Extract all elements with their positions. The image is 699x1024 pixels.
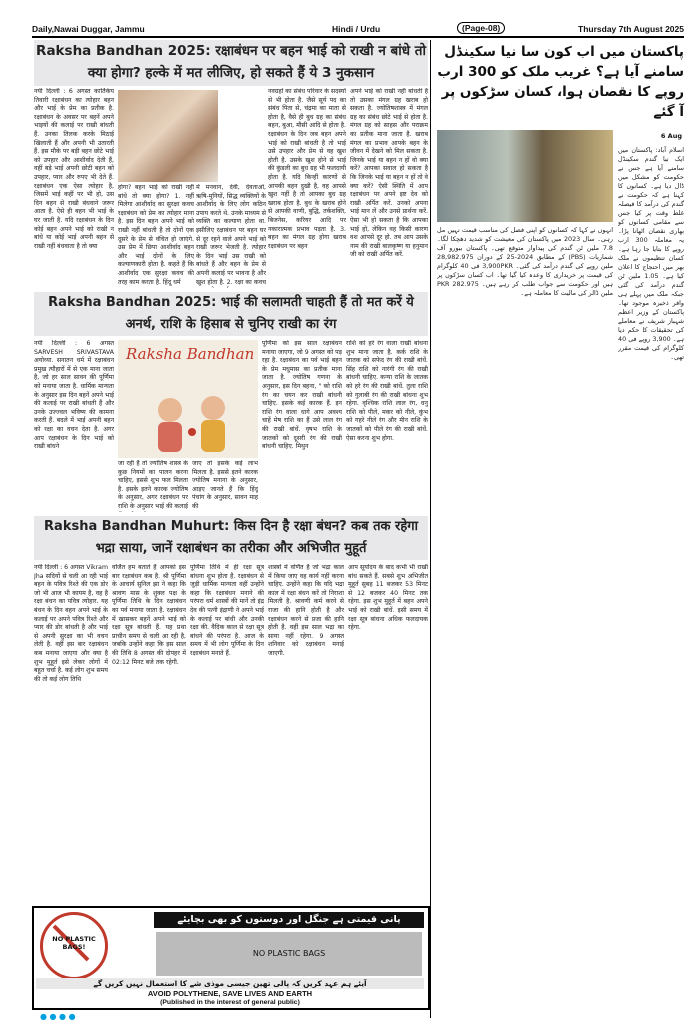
- paper-name: Daily,Nawai Duggar, Jammu: [32, 24, 145, 34]
- article1-col2: होगा? बहन भाई को राखी नहीं बांधे तो क्या होगा? 1. नहीं मिलेगा आशीर्वाद का सुरक्षा कवच रक्षाबंधन को प्रेम का त्योहार माना है. इस दिन बहन अपने भाई को राखी नहीं बांधती है तो दोनों एक दूसरे के प्रेम से वंचित हो जाएंगे. उस प्रेम में छिपा आशीर्वाद बहन और भाई दोनों के लिए कल्याणकारी होता है. कहते हैं कि आशीर्वाद एक सुरक्षा कवच की तरह काम करता है. हिंदू धर्म: [118, 184, 194, 286]
- ad-illustration: NO PLASTIC BAGS: [156, 932, 422, 976]
- article2-headline: Raksha Bandhan 2025: भाई की सलामती चाहती हैं तो मत करें ये अनर्थ, राशि के हिसाब से चुनिए राखी का रंग: [34, 292, 428, 336]
- article1-headline: Raksha Bandhan 2025: रक्षाबंधन पर बहन भाई को राखी न बांधे तो क्या होगा? हल्के में मत लीजिए, हो सकते हैं ये 3 नुकसान: [34, 40, 428, 86]
- badge-text: NO PLASTIC BAGS!: [52, 935, 96, 951]
- article2-col5: राशि को हरे रंग वाला राखी बांधना शुभ माना जाता है. कर्क राशि के जातक को सफेद रंग की राखी बांधें. सिंह राशि को नारंगी रंग की राखी बांधनी चाहिए. कन्या राशि के जातक को हरे रंग की राखी बांधें. तुला राशि को गुलाबी रंग की राखी बांधना शुभ रहेगा. वृश्चिक राशि लाल रंग, धनु राशि को पीले, मकर को नीले, कुंभ को गहरे नीले रंग और मीन राशि के जातकों को पीले रंग की राखी बांधें. ऐसा करना शुभ होगा.: [346, 340, 428, 442]
- no-plastic-advert: [32, 906, 430, 1010]
- issue-date: Thursday 7th August 2025: [578, 24, 684, 34]
- article2-col3: जाए तो इसके कई लाभ मिलता है. इससे इतने कारक ज्योतिष मनाना के अनुसार, आइए जानते हैं कि हिंदू पंचांग के अनुसार, सावन माह की: [192, 460, 258, 510]
- farmer-photo: [437, 130, 613, 222]
- column-divider: [430, 40, 431, 1018]
- article2-col2: जा रही हैं तो ज्योतिष शास्त्र के कुछ नियमों का पालन करना चाहिए, इससे शुभ फल मिलता है. इसके इतने कारक ज्योतिष के अनुसार, अगर रक्षाबंधन पर राशि के अनुसार भाई की कलाई: [118, 460, 188, 510]
- article1-col4: नवग्रहों का संबंध परिवार के सदस्यों से भी होता है. जैसे सूर्य पद का संबंध पिता से, चंद्रमा का माता से होता है, वैसे ही बुध ग्रह का संबंध बहन, बुआ, मौसी आदि से होता है. रक्षाबंधन के दिन जब बहन अपने भाई को राखी बांधती है तो भाई उसे उपहार और प्रेम से वह खुश होती है. उसके खुश होने से भाई की कुंडली का बुध ग्रह भी फलदायी होता है. यदि किन्हीं कारणों से आपकी बहन दुखी है, वह आपसे खुश नहीं है तो आपका बुध ग्रह खराब होता है. बुध के खराब होने से आपकी वाणी, बुद्धि, तर्कशक्ति, बिजनेस, करियर आदि पर नकारात्मक प्रभाव पड़ता है. 3. बहन का मंगल ग्रह होगा खराब रक्षाबंधन पर बहन: [268, 88, 346, 250]
- masthead: [32, 22, 684, 36]
- article1-col1: नयी दिल्ली : 6 अगस्त कार्तिकेय तिवारी रक्षाबंधन का त्योहार बहन और भाई के प्रेम का प्रतीक है. रक्षाबंधन के अवसर पर बहनें अपने भाइयों की कलाई पर राखी बांधती हैं. उनका तिलक करके मिठाई खिलाती हैं और अपनी भी उतारती हैं. इस मौके पर बड़ी बहन छोटे भाई को उपहार और आशीर्वाद देती हैं, वहीं बड़े भाई अपनी छोटी बहन को उपहार, प्यार और रुपए भी देते हैं. रक्षाबंधन एक ऐसा त्योहार है, जिसमें भाई कहीं पर भी हो, उस दिन बहन से राखी बंधवाने जरूर आता है. ऐसे ही बहन भी भाई के घर जाती है. यदि रक्षाबंधन के दिन कोई बहन अपने भाई को राखी न बांधे या कोई भाई अपनी बहन से राखी नहीं बंधवाता है तो क्या: [34, 88, 114, 250]
- urdu-dateline: 6 Aug: [660, 132, 682, 140]
- rakhi-photo: [118, 90, 218, 182]
- urdu-col-right: اسلام آباد: پاکستان میں ایک نیا گندم سکینڈل سامنے آیا ہے جس نے حکومت کو مشکل میں ڈال دیا ہے۔ کسانوں کا کہنا ہے کہ حکومت نے گندم کی درآمد کا فیصلہ غلط وقت پر کیا جس سے مقامی کسانوں کو بھاری نقصان اٹھانا پڑا۔ یہ معاملہ 300 ارب روپے کا بتایا جا رہا ہے۔ کسان تنظیموں نے ملک بھر میں احتجاج کا اعلان کیا ہے۔ 1.05 ملین ٹن گندم درآمد کی گئی جبکہ ملک میں پہلے ہی وافر ذخیرہ موجود تھا۔ پاکستان کے وزیر اعظم شہباز شریف نے معاملے کی تحقیقات کا حکم دیا ہے۔ 3,900 روپے فی 40 کلوگرام کی قیمت مقرر تھی۔: [618, 146, 684, 361]
- ad-urdu-banner: پانی قیمتی ہے جنگل اور دوستوں کو بھی بچایئے: [154, 912, 424, 928]
- masthead-rule: [32, 36, 684, 38]
- language-label: Hindi / Urdu: [332, 24, 381, 34]
- article2-col1: नयी दिल्ली : 6 अगस्त SARVESH SRIVASTAVA अयोध्या. सनातन धर्म में रक्षाबंधन प्रमुख त्यौहारों में से एक माना जाता है, जो हर साल सावन की पूर्णिमा को मनाया जाता है. धार्मिक मान्यता के अनुसार इस दिन बहनें अपने भाई की कलाई पर राखी बांधती हैं और उनके उज्ज्वल भविष्य की कामना करती हैं. बदले में भाई अपनी बहन को रक्षा का वचन देता है. अगर आप रक्षाबंधन के दिन भाई को राखी बांधने: [34, 340, 114, 451]
- registration-marks: ● ● ● ●: [40, 1012, 76, 1021]
- article2-col4: पूर्णिमा को इस साल रक्षाबंधन मनाया जाएगा, जो 9 अगस्त को पड़ रहा है. रक्षाबंधन का पर्व भाई बहन के प्रेम मधुमास का प्रतीक माना जाता है. ज्योतिष गणना के अनुसार, इस दिन बहना, " को राशि रंग का चयन कर राखी बांधनी चाहिए. इसके कई कारक हैं. इन राशि रंग वाला धागे आप अवश्य चाहें मेष राशि का हैं उसे लाल रंग की राखी बांधें. वृषभ राशि के जातकों को दूसरी रंग की राखी बांधनी चाहिए. मिथुन: [262, 340, 342, 451]
- article3-col2: वर्जित हम बताते हैं आपको इस बार रक्षाबंधन कब है. श्री पूर्णिमा के आचार्य सुनिल झा ने कहा कि श्रावण मास के शुक्ल पक्ष के पूर्णिमा तिथि के दिन रक्षाबंधन का पर्व मनाया जाता है. रक्षाबंधन में खासकर बहनें अपने भाई को रक्षा सूत्र बांधती हैं. यह प्रथा प्राचीन समय से चली आ रही है, जबकि उन्होंने कहा कि इस साल की तिथि 8 अगस्त की दोपहर में 02:12 मिनट बजे तक रहेगी.: [112, 564, 186, 666]
- article1-col5: अपने भाई को राखी नहीं बांधती है तो उसका मंगल ग्रह खराब हो सकता है. ज्योतिषशास्त्र में मंगल ग्रह का संबंध छोटे भाई से होता है. मंगल ग्रह को साहस और पराक्रम का प्रतीक माना जाता है. खराब मंगल का प्रभाव आपके बहन के जीवन में देखने को मिल सकता है. जिनके भाई या बहन न हों वो क्या करें? आपका सवाल हो सकता है कि जिनके भाई या बहन न हों तो वे क्या करें? ऐसी स्थिति में आप रक्षाबंधन पर अपने इष्ट देव को राखी अर्पित करें. उनको अपना भाई मान लें और उनसे प्रार्थना करें. ऐसा भी हो सकता है कि आपका भाई हो, लेकिन वह किसी कारण वश आपसे दूर हो. तब आप उसके नाम की राखी बालकृष्ण या हनुमान जी को राखी अर्पित करें.: [350, 88, 428, 259]
- ad-urdu-pledge: آیئے ہم عہد کریں کہ پالی تھین جیسی موذی شے کا استعمال نہیں کریں گے: [36, 978, 424, 989]
- article3-col1: नयी दिल्ली : 6 अगस्त Vikram Jha सदियों से चली आ रही भाई बहन के पवित्र रिश्ते की एक डोर जो भी आज भी कायम है, वह है रक्षा बंधन का पवित्र त्योहार. यह बंधन के दिन बहन अपने भाई के कलाई पर अपने पवित्र रिश्ते और प्यार की डोर बांधती है और भाई से अपनी सुरक्षा का भी वचन लेती है. वहीं इस बार रक्षाबंधन कब मनाया जाएगा और क्या है शुभ मुहूर्त इसे लेकर लोगों में बहुत चर्चा है. कई लोग शुभ समय की तो कई लोग तिथि: [34, 564, 108, 683]
- article3-col3: पूर्णिमा तिथि में ही रक्षा सूत्र बांधना शुभ होता है. रक्षाबंधन से जुड़ी धार्मिक मान्यता वहीं उन्होंने कहा कि रक्षाबंधन मनाने की परंपरा धर्म शास्त्रों की मानें तो इंद्र देव की पत्नी इंद्राणी ने अपने भाई के कलाई पर बांधी और उनकी रक्षा की. वैदिक काल से रक्षा सूत्र बांधने की परंपरा है. आज के समय में भी लोग पूर्णिमा के दिन रक्षाबंधन मनाते हैं.: [190, 564, 264, 657]
- ad-slogan: AVOID POLYTHENE, SAVE LIVES AND EARTH: [147, 989, 313, 998]
- article3-headline: Raksha Bandhan Muhurt: किस दिन है रक्षा बंधन? कब तक रहेगा भद्रा साया, जानें रक्षाबंधन का तरीका और अभिजीत मुहूर्त: [34, 516, 428, 560]
- article1-col3: में मनवान, देवी, देवताओं, ऋषि-मुनियों, सिद्ध व्यक्तियों के आशीर्वाद के लिए लोग कठिन उपाय करते थे. उनके माध्यम से व्यक्ति का कल्याण होता था. इसीलिए रक्षाबंधन पर बहन घर से दूर रहने वाले अपने भाई को राखी जरूर भेजती है. त्योहार के दिन भाई उस राखी को बांधते हैं और बहन के प्रेम से अपनी कलाई पर भावना है और खुश होता है. 2. रक्षा का कवच: [196, 184, 266, 286]
- urdu-headline: پاکستان میں اب کون سا نیا سکینڈل سامنے آیا ہے؟ غریب ملک کو 300 ارب روپے کا نقصان ہوا، کسان سڑکوں پر آ گئے: [437, 44, 684, 120]
- no-plastic-badge: [40, 912, 108, 980]
- ad-note: (Published in the interest of general public): [160, 999, 300, 1006]
- page-number: (Page-08): [457, 22, 505, 34]
- illustration-title: Raksha Bandhan: [126, 345, 255, 363]
- raksha-bandhan-illustration: [118, 340, 258, 458]
- article3-col5: आप सूर्योदय के बाद कभी भी राखी बांध सकते हैं. सबसे शुभ अभिजीत मुहूर्त सुबह 11 बजकर 53 मिनट से 12 बजकर 40 मिनट तक रहेगा. इस शुभ मुहूर्त में बहन अपने भाई को राखी बांधें. इसी समय में रक्षा सूत्र बांधना अधिक फलदायक रहेगा.: [348, 564, 428, 632]
- urdu-col-left: انہوں نے کہا کہ کسانوں کو اپنی فصل کی مناسب قیمت نہیں مل رہی۔ سال 2023 میں پاکستان کی معیشت کو شدید دھچکا لگا۔ 7.8 ملین ٹن گندم کی پیداوار متوقع تھی۔ پاکستان بیورو آف شماریات (PBS) کے مطابق 2024-25 کے دوران 28,982.975 ملین روپے کی گندم درآمد کی گئی۔ 3,900PKR فی 40 کلوگرام کی قیمت پر خریداری کا وعدہ کیا گیا تھا۔ اب کسان سڑکوں پر ہیں اور حکومت سے جواب طلب کر رہے ہیں۔ PKR 282.975 ملین ڈالر کی مالیت کا معاملہ ہے۔: [437, 226, 613, 297]
- article3-col4: शास्त्रों में वर्णित है जो भद्रा काल में किया जाए वह कार्य नहीं करना चाहिए. उन्होंने कहा कि यदि भद्रा काल में रक्षा बंधन करें तो निराशा मिलती है. श्रावणी कर्म करने से राजा की हानि होती है और रक्षाबंधन करने से प्रजा की हानि होती है. वहीं इस साल भद्रा का साया नहीं रहेगा. 9 अगस्त शनिवार को रक्षाबंधन मनाई जाएगी.: [268, 564, 344, 657]
- children-rakhi-icon: [118, 340, 258, 458]
